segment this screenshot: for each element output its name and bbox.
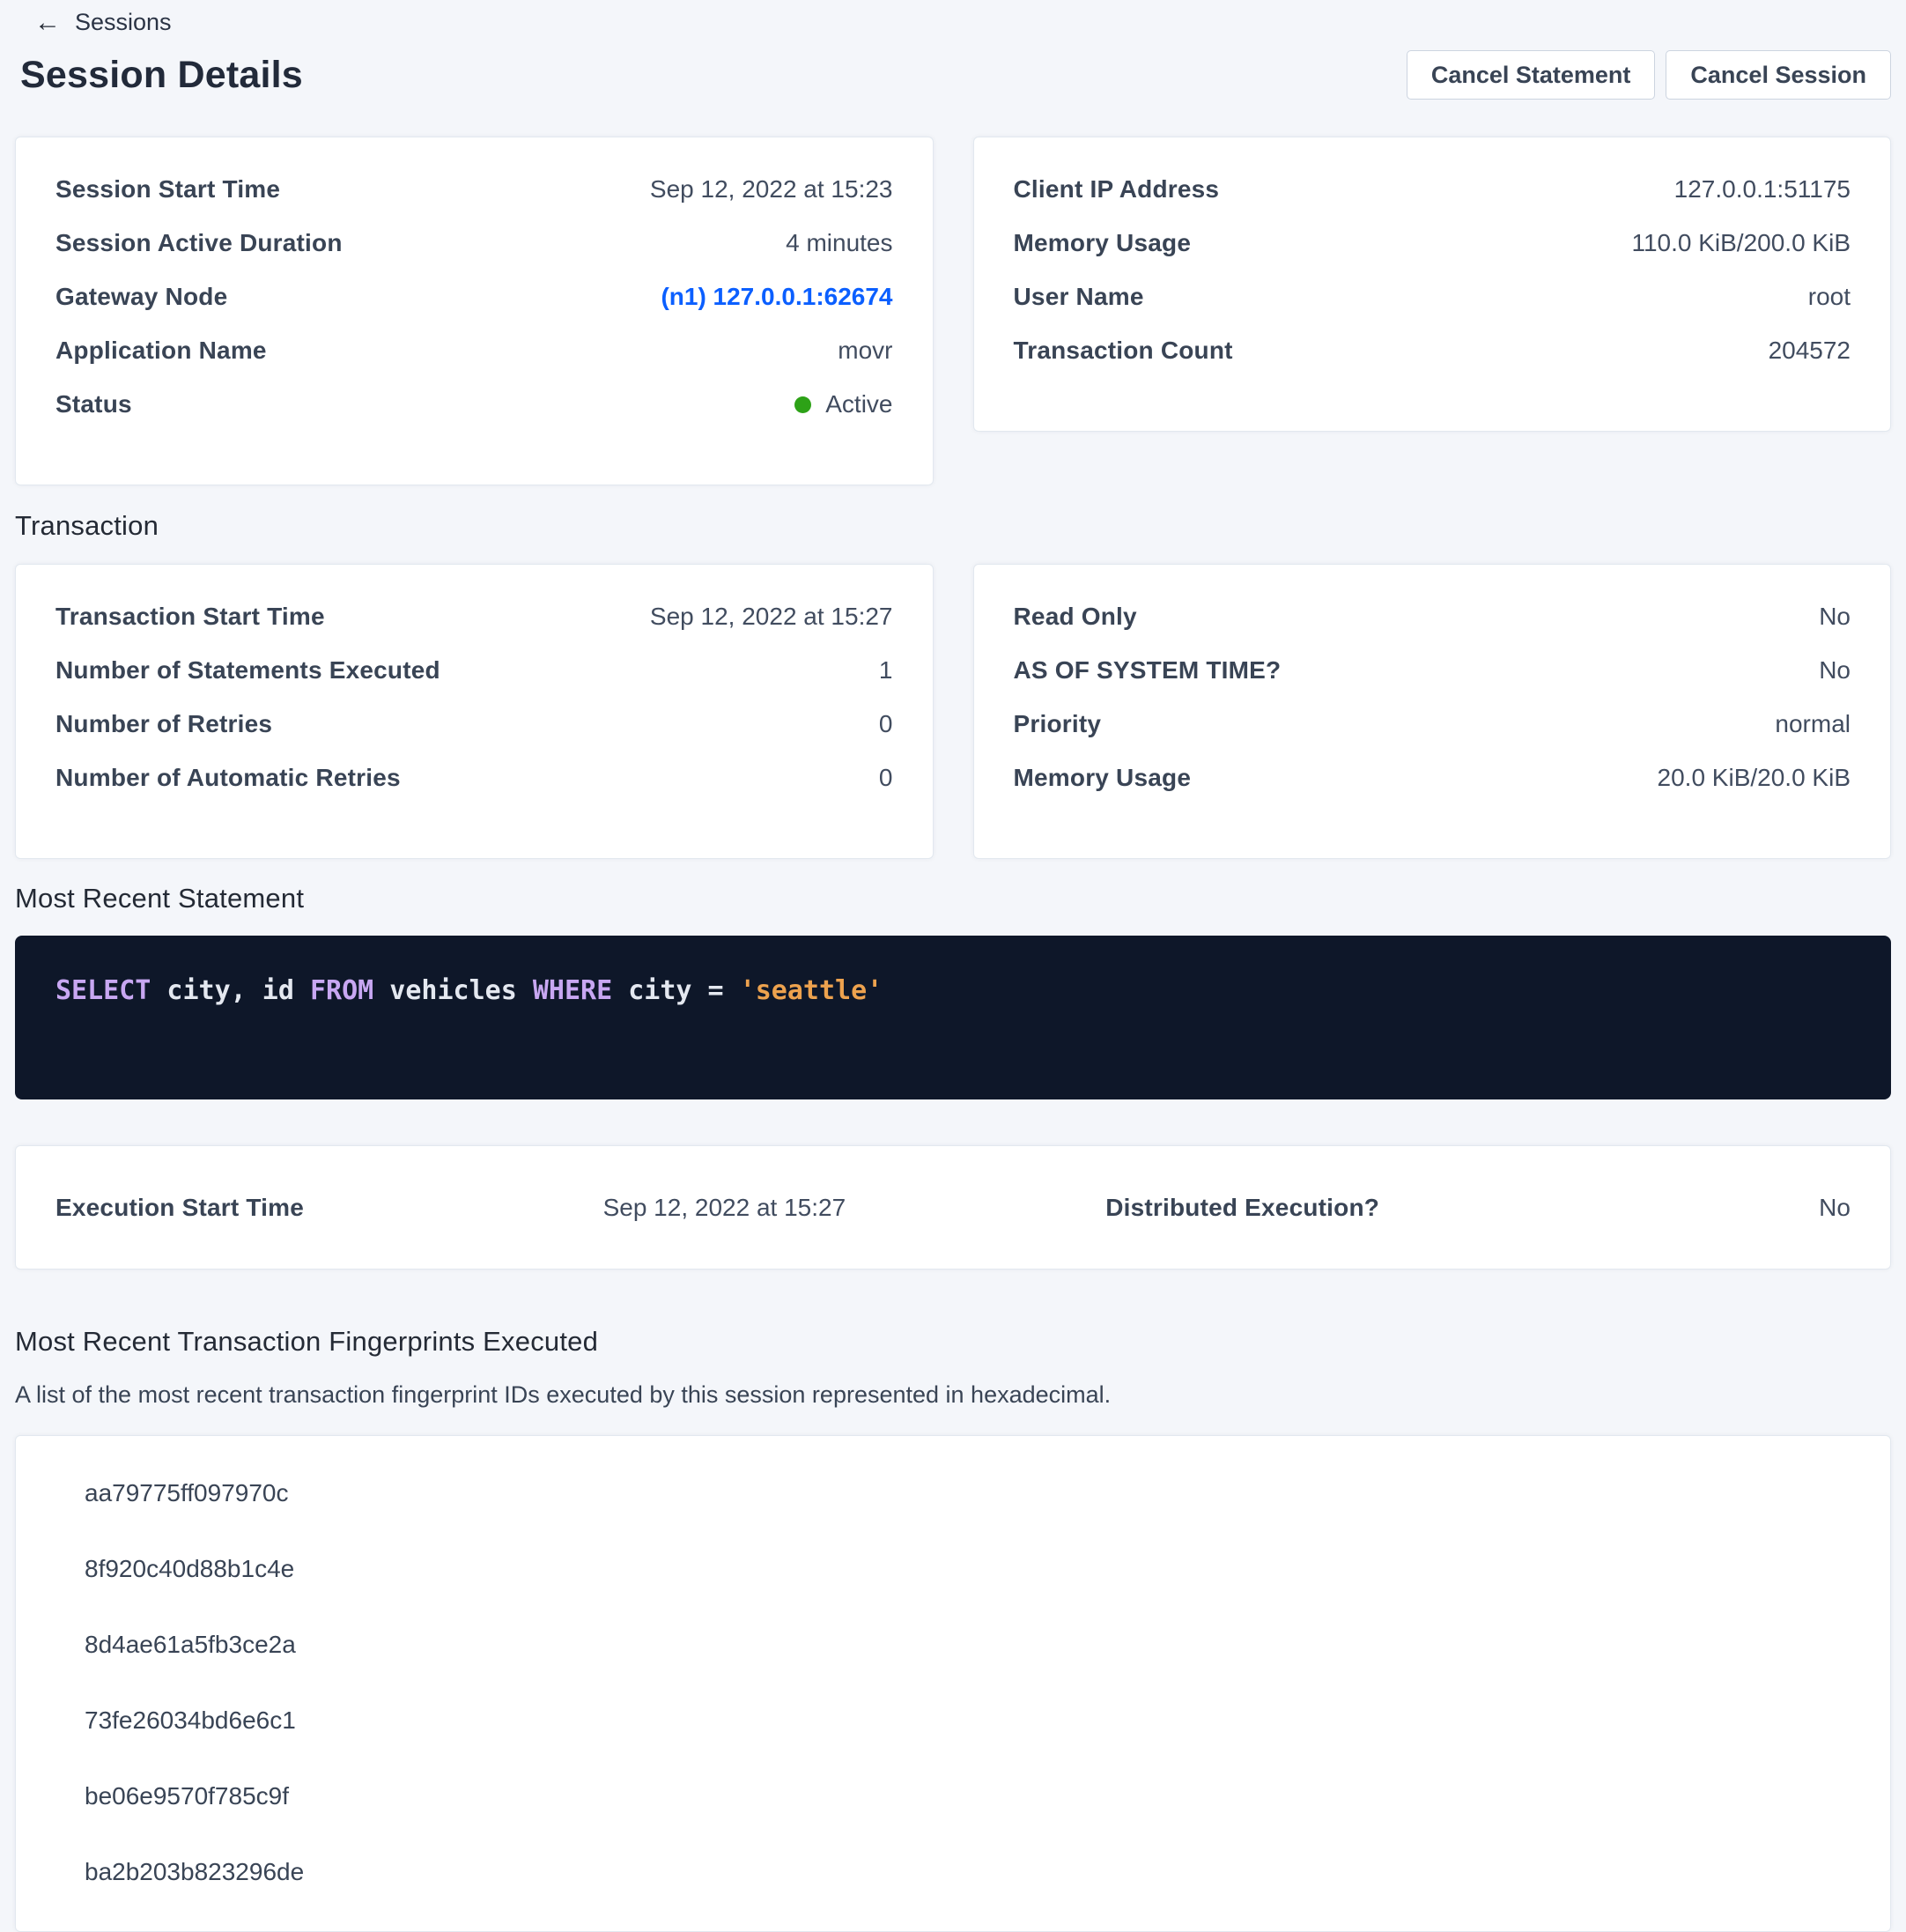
- kv-label: Number of Statements Executed: [55, 656, 440, 684]
- kv-row-transaction-count: [1014, 337, 1851, 364]
- distributed-execution-value: No: [1819, 1193, 1851, 1221]
- fingerprint-id: aa79775ff097970c: [85, 1479, 289, 1506]
- cancel-statement-button[interactable]: Cancel Statement: [1407, 50, 1656, 100]
- sql-statement-box: [15, 936, 1891, 1099]
- kv-value: Sep 12, 2022 at 15:27: [649, 603, 893, 630]
- fingerprint-id: be06e9570f785c9f: [85, 1782, 289, 1810]
- page-title: Session Details: [20, 53, 303, 96]
- sql-keyword: WHERE: [532, 975, 613, 1006]
- gateway-node-link[interactable]: (n1) 127.0.0.1:62674: [661, 283, 893, 310]
- kv-value: Sep 12, 2022 at 15:23: [649, 175, 893, 203]
- fingerprint-id: 73fe26034bd6e6c1: [85, 1706, 296, 1734]
- kv-value: No: [1819, 603, 1851, 630]
- kv-value: 204572: [1768, 337, 1851, 364]
- breadcrumb-back-sessions[interactable]: [34, 9, 172, 36]
- kv-row-txn-memory-usage: [1014, 765, 1851, 791]
- session-summary-cards: [15, 137, 1891, 485]
- sql-text: vehicles: [373, 975, 533, 1006]
- kv-row-status: [55, 391, 893, 418]
- status-badge: [794, 391, 892, 418]
- transaction-card-left: [15, 564, 934, 859]
- kv-label: Transaction Count: [1013, 337, 1233, 364]
- status-text: Active: [825, 390, 893, 418]
- most-recent-statement-heading: Most Recent Statement: [15, 883, 305, 914]
- kv-value: 4 minutes: [786, 229, 893, 256]
- kv-label: User Name: [1013, 283, 1144, 310]
- fingerprints-section-heading: Most Recent Transaction Fingerprints Executed: [15, 1326, 599, 1357]
- kv-label: Number of Retries: [55, 710, 273, 737]
- kv-row-read-only: [1014, 603, 1851, 630]
- kv-label: AS OF SYSTEM TIME?: [1013, 656, 1282, 684]
- kv-label: Session Start Time: [55, 175, 281, 203]
- fingerprints-description: A list of the most recent transaction fingerprint IDs executed by this session represented in hexadecimal.: [15, 1381, 1112, 1408]
- header-actions: [1407, 50, 1891, 100]
- kv-label: Read Only: [1013, 603, 1137, 630]
- kv-value: No: [1819, 656, 1851, 684]
- kv-value: 0: [878, 710, 893, 737]
- kv-label: Priority: [1013, 710, 1102, 737]
- session-summary-card-right: [973, 137, 1892, 432]
- kv-label: Number of Automatic Retries: [55, 764, 401, 791]
- kv-label: Session Active Duration: [55, 229, 343, 256]
- fingerprint-id: ba2b203b823296de: [85, 1858, 305, 1885]
- sql-keyword: SELECT: [55, 975, 151, 1006]
- kv-row-priority: [1014, 711, 1851, 737]
- kv-row-application-name: [55, 337, 893, 364]
- execution-start-time-value: Sep 12, 2022 at 15:27: [602, 1193, 846, 1221]
- execution-summary-card: [15, 1145, 1891, 1269]
- kv-row-automatic-retries: [55, 765, 893, 791]
- fingerprint-id: 8d4ae61a5fb3ce2a: [85, 1631, 296, 1658]
- kv-value: 110.0 KiB/200.0 KiB: [1631, 229, 1851, 256]
- sql-string-literal: 'seattle': [739, 975, 883, 1006]
- kv-label: Application Name: [55, 337, 267, 364]
- sql-keyword: FROM: [310, 975, 374, 1006]
- fingerprint-id: 8f920c40d88b1c4e: [85, 1555, 295, 1582]
- arrow-left-icon: ←: [34, 7, 61, 37]
- kv-row-number-of-retries: [55, 711, 893, 737]
- sql-statement-text: [55, 974, 1851, 1008]
- kv-row-user-name: [1014, 284, 1851, 310]
- transaction-cards: [15, 564, 1891, 859]
- breadcrumb-label: Sessions: [75, 9, 172, 35]
- kv-row-gateway-node: [55, 284, 893, 310]
- kv-label: Transaction Start Time: [55, 603, 325, 630]
- kv-row-transaction-start-time: [55, 603, 893, 630]
- kv-value: movr: [838, 337, 893, 364]
- status-active-dot-icon: [794, 396, 811, 413]
- kv-value: 0: [878, 764, 893, 791]
- page-header: [15, 50, 1891, 100]
- kv-row-as-of-system-time: [1014, 657, 1851, 684]
- kv-label: Memory Usage: [1013, 764, 1192, 791]
- kv-label: Memory Usage: [1013, 229, 1192, 256]
- kv-row-memory-usage: [1014, 230, 1851, 256]
- kv-value: normal: [1775, 710, 1851, 737]
- kv-row-session-start-time: [55, 176, 893, 203]
- sql-text: city, id: [151, 975, 310, 1006]
- kv-row-session-active-duration: [55, 230, 893, 256]
- kv-value: 20.0 KiB/20.0 KiB: [1657, 764, 1851, 791]
- kv-row-client-ip: [1014, 176, 1851, 203]
- kv-value: 127.0.0.1:51175: [1673, 175, 1851, 203]
- session-summary-card-left: [15, 137, 934, 485]
- kv-value: root: [1807, 283, 1851, 310]
- kv-label: Status: [55, 390, 132, 418]
- sql-text: city =: [612, 975, 740, 1006]
- execution-start-time-label: Execution Start Time: [55, 1193, 305, 1221]
- cancel-session-button[interactable]: Cancel Session: [1666, 50, 1891, 100]
- kv-label: Client IP Address: [1013, 175, 1220, 203]
- transaction-card-right: [973, 564, 1892, 859]
- distributed-execution-label: Distributed Execution?: [1105, 1193, 1380, 1221]
- kv-row-statements-executed: [55, 657, 893, 684]
- kv-label: Gateway Node: [55, 283, 228, 310]
- kv-value: 1: [878, 656, 893, 684]
- transaction-section-heading: Transaction: [15, 510, 159, 541]
- fingerprints-list-card: [15, 1435, 1891, 1932]
